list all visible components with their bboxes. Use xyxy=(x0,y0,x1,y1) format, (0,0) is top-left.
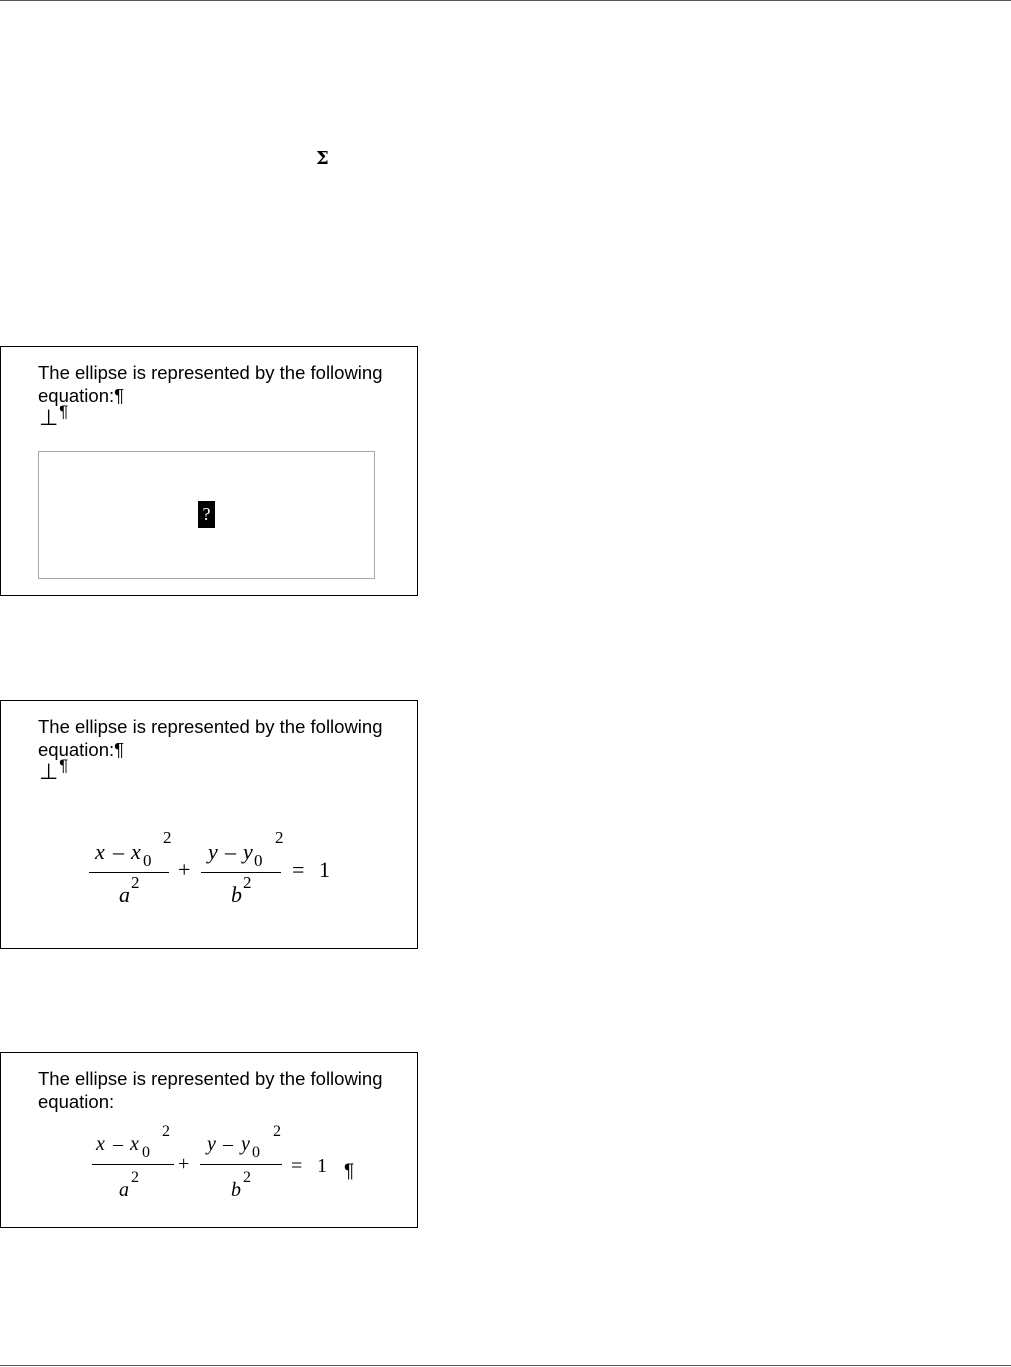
placeholder-question-icon: ? xyxy=(198,501,215,528)
eq-sub-0: 0 xyxy=(254,851,263,870)
figure-panel-display-equation xyxy=(0,700,418,949)
pilcrow-icon: ¶ xyxy=(59,402,69,421)
eq-minus: – xyxy=(113,839,124,864)
eq-x: x xyxy=(95,839,105,864)
eq-one: 1 xyxy=(317,1155,327,1177)
eq-minus: – xyxy=(223,1133,233,1155)
paragraph-text: The ellipse is represented by the following equation:¶ xyxy=(38,362,383,406)
paragraph-text: The ellipse is represented by the following equation: xyxy=(38,1068,383,1112)
eq-b: b xyxy=(231,1179,241,1201)
eq-x0: x xyxy=(131,839,141,864)
eq-sup-2: 2 xyxy=(275,828,284,847)
equation-placeholder-frame[interactable] xyxy=(38,451,375,579)
eq-minus: – xyxy=(225,839,236,864)
eq-plus: + xyxy=(178,857,191,882)
eq-a: a xyxy=(119,1179,129,1201)
ellipse-equation xyxy=(1,701,419,950)
eq-plus: + xyxy=(178,1153,190,1175)
anchor-icon: ⊥ xyxy=(39,760,59,785)
eq-x: x xyxy=(96,1133,105,1155)
eq-sup-2: 2 xyxy=(131,1169,139,1186)
eq-y: y xyxy=(207,1133,216,1155)
eq-b: b xyxy=(231,882,242,907)
eq-sup-2: 2 xyxy=(162,1123,170,1140)
eq-sup-2: 2 xyxy=(273,1123,281,1140)
eq-equals: = xyxy=(291,1155,303,1177)
eq-sup-2: 2 xyxy=(163,828,172,847)
anchor-icon: ⊥ xyxy=(39,406,59,431)
anchor-mark xyxy=(39,402,69,431)
eq-sub-0: 0 xyxy=(142,1144,150,1161)
eq-y0: y xyxy=(243,839,253,864)
figure-panel-placeholder xyxy=(0,346,418,596)
eq-x0: x xyxy=(130,1133,139,1155)
eq-sub-0: 0 xyxy=(143,851,152,870)
top-rule xyxy=(0,0,1011,1)
figure-panel-inline-equation xyxy=(0,1052,418,1228)
ellipse-equation xyxy=(1,1053,419,1229)
fraction-bar xyxy=(200,1164,282,1165)
pilcrow-icon: ¶ xyxy=(59,756,69,775)
eq-sup-2: 2 xyxy=(243,1169,251,1186)
eq-y: y xyxy=(208,839,218,864)
eq-sup-2: 2 xyxy=(243,873,252,892)
eq-one: 1 xyxy=(319,857,330,882)
fraction-bar xyxy=(201,872,281,873)
eq-y0: y xyxy=(241,1133,250,1155)
eq-minus: – xyxy=(113,1133,123,1155)
eq-a: a xyxy=(119,882,130,907)
pilcrow-icon: ¶ xyxy=(344,1161,355,1182)
eq-sup-2: 2 xyxy=(131,873,140,892)
eq-sub-0: 0 xyxy=(252,1144,260,1161)
fraction-bar xyxy=(89,872,169,873)
paragraph-text: The ellipse is represented by the following equation:¶ xyxy=(38,716,383,760)
eq-equals: = xyxy=(292,857,305,882)
bottom-rule xyxy=(0,1365,1011,1366)
sigma-icon: Σ xyxy=(316,148,329,169)
fraction-bar xyxy=(92,1164,174,1165)
